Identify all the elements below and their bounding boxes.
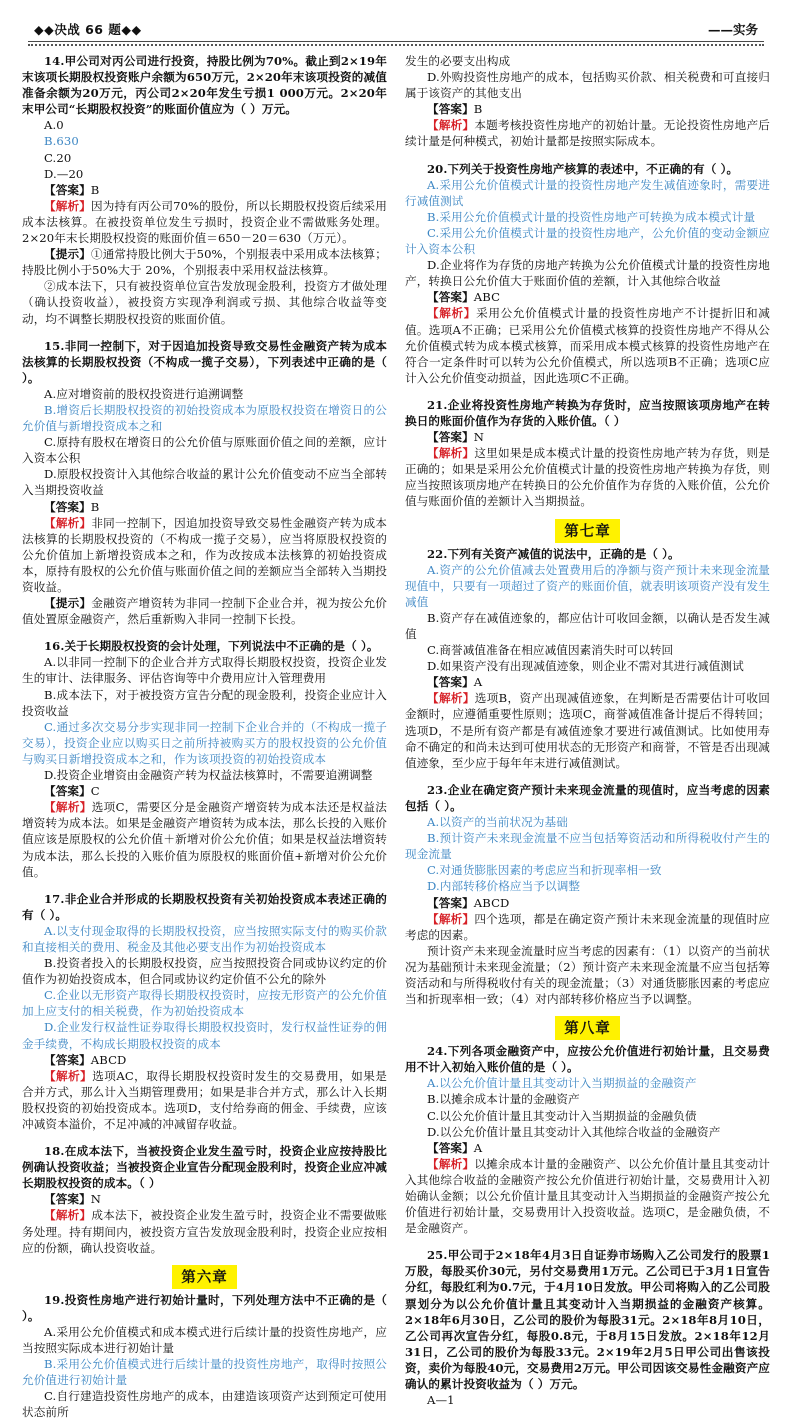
analysis-text: 选项B，资产出现减值迹象，在判断是否需要估计可收回金额时，应遵循重要性原则；选项C，商誉减值准备计提后不得转回；选项D，不是所有资产都是有减值迹象才要进行减值测试。比如使用寿命不确定的和尚未达到可使用状态的无形资产和商誉，不管是否出现减值迹象，至少应于每年年末进行减值测试。: [405, 691, 770, 770]
answer-label: 【答案】: [427, 895, 474, 910]
answer-value: B: [473, 102, 483, 117]
chapter-7-label: 第七章: [555, 519, 620, 543]
question-20-option-d: D.企业将作为存货的房地产转换为公允价值模式计量的投资性房地产，转换日公允价值大于账面价值的差额，计入其他综合收益: [405, 258, 770, 289]
question-14-option-c: C.20: [44, 150, 72, 165]
question-23-analysis: [405, 911, 770, 943]
analysis-label: 【解析】: [44, 198, 91, 213]
ornament-right-icon: ◆◆: [121, 22, 142, 37]
chapter-8-label: 第八章: [555, 1016, 620, 1040]
analysis-label: 【解析】: [44, 515, 92, 530]
analysis-text: 选项AC，取得长期股权投资时发生的交易费用，如果是合并方式，那么计入当期管理费用；如果是非合并方式，那么计入长期股权投资的初始投资成本。选项D，支付给券商的佣金、手续费，应该冲减资本溢价，不足冲减的冲减留存收益。: [22, 1068, 387, 1131]
answer-label: 【答案】: [44, 499, 91, 514]
question-19-option-c-continued: 发生的必要支出构成: [405, 54, 511, 68]
answer-value: C: [90, 784, 100, 799]
question-16-answer: [22, 783, 387, 799]
chapter-heading-7: [405, 519, 770, 543]
question-17-analysis: [22, 1068, 387, 1132]
analysis-text: 成本法下，被投资企业发生盈亏时，投资企业不需要做账务处理。持有期间内，被投资方宣告发放现金股利时，投资企业应按相应的份额，确认投资收益。: [22, 1208, 387, 1255]
question-14-analysis: [22, 198, 387, 246]
question-14-tip-1: [22, 246, 387, 278]
question-19-stem: 19.投资性房地产进行初始计量时，下列处理方法中不正确的是（ ）。: [22, 1292, 387, 1323]
chapter-heading-8: [405, 1016, 770, 1040]
question-15-option-a: A.应对增资前的股权投资进行追溯调整: [44, 386, 244, 401]
question-20-answer: [405, 289, 770, 305]
question-14-answer: [22, 182, 387, 198]
question-17-option-d: D.企业发行权益性证券取得长期股权投资时，发行权益性证券的佣金手续费，不构成长期股权投资的成本: [22, 1020, 387, 1051]
question-21-stem: 21.企业将投资性房地产转换为存货时，应当按照该项房地产在转换日的账面价值作为存货的入账价值。（ ）: [405, 397, 770, 428]
question-19-option-b: B.采用公允价值模式进行后续计量的投资性房地产，取得时按照公允价值进行初始计量: [22, 1357, 387, 1388]
answer-value: N: [473, 430, 485, 445]
question-19-option-d: D.外购投资性房地产的成本，包括购买价款、相关税费和可直接归属于该资产的其他支出: [405, 70, 770, 101]
question-24-stem: 24.下列各项金融资产中，应按公允价值进行初始计量，且交易费用不计入初始入账价值的是（ ）。: [405, 1044, 770, 1075]
question-16-option-a: A.以非同一控制下的企业合并方式取得长期股权投资，投资企业发生的审计、法律服务、评估咨询等中介费用应计入管理费用: [22, 655, 387, 686]
question-19-option-c: C.自行建造投资性房地产的成本，由建造该项资产达到预定可使用状态前所: [22, 1389, 387, 1420]
spacer: [405, 150, 770, 161]
question-22-analysis: [405, 690, 770, 770]
question-16-stem: 16.关于长期股权投资的会计处理，下列说法中不正确的是（ ）。: [44, 639, 379, 654]
question-16-analysis: [22, 799, 387, 879]
answer-label: 【答案】: [427, 102, 474, 117]
header-rule-dotted: [28, 44, 764, 46]
question-20-stem: 20.下列关于投资性房地产核算的表述中，不正确的有（ ）。: [427, 161, 739, 176]
question-25-stem: 25.甲公司于2×18年4月3日自证券市场购入乙公司发行的股票1万股，每股买价30元，另付交易费用1万元。乙公司已于3月1日宣告分红，每股红利为0.7元，于4月10日发放。甲公司将购入的乙公司股票划分为以公允价值计量且其变动计入当期损益的金融资产核算。2×18年6月30日，乙公司的股价为每股31元。2×18年8月10日，乙公司再次宣告分红，每股0.8元，于8月15日发放。2×18年12月31日，乙公司的股价为每股33元。2×19年2月5日甲公司出售该投资，卖价为每股40元，交易费用2万元。甲公司因该交易性金融资产应确认的累计投资收益为（ ）万元。: [405, 1248, 770, 1392]
analysis-label: 【解析】: [44, 1068, 93, 1083]
answer-value: B: [90, 182, 100, 197]
question-23-option-a: A.以资产的当前状况为基础: [427, 815, 568, 830]
question-19-option-a: A.采用公允价值模式和成本模式进行后续计量的投资性房地产，应当按照实际成本进行初始计量: [22, 1324, 387, 1356]
question-22-stem: 22.下列有关资产减值的说法中，正确的是（ ）。: [427, 546, 680, 561]
tip-label: 【提示】: [44, 596, 92, 611]
spacer: [405, 771, 770, 782]
column-left: [22, 53, 389, 1420]
question-21-analysis: [405, 445, 770, 509]
answer-value: ABCD: [90, 1052, 127, 1067]
header-rule-solid: [28, 41, 764, 42]
analysis-text: 本题考核投资性房地产的初始计量。无论投资性房地产后续计量是何种模式，初始计量都是按照实际成本。: [405, 118, 770, 149]
question-18-stem: 18.在成本法下，当被投资企业发生盈亏时，投资企业应按持股比例确认投资收益；当被投资企业宣告分配现金股利时，投资企业应冲减长期股权投资的成本。（ ）: [22, 1144, 387, 1191]
question-20-option-b: B.采用公允价值模式计量的投资性房地产可转换为成本模式计量: [427, 209, 756, 224]
question-23-option-b: B.预计资产未来现金流量不应当包括筹资活动和所得税收付产生的现金流量: [405, 831, 770, 862]
answer-value: ABC: [473, 290, 501, 305]
running-head-right: ——实务: [707, 22, 758, 37]
analysis-label: 【解析】: [44, 1208, 92, 1223]
answer-value: B: [90, 499, 100, 514]
question-22-answer: [405, 674, 770, 690]
spacer: [405, 1236, 770, 1247]
question-14-tip-2: ②成本法下，只有被投资单位宣告发放现金股利，投资方才做处理（确认投资收益），被投资方实现净利润或亏损、其他综合收益等变动，均不调整长期股权投资的账面价值。: [22, 279, 387, 326]
question-17-stem: 17.非企业合并形成的长期股权投资有关初始投资成本表述正确的有（ ）。: [22, 891, 387, 922]
answer-label: 【答案】: [44, 182, 91, 197]
question-17-option-c: C.企业以无形资产取得长期股权投资时，应按无形资产的公允价值加上应支付的相关税费，作为初始投资成本: [22, 988, 387, 1019]
analysis-label: 【解析】: [427, 1156, 475, 1171]
analysis-label: 【解析】: [427, 691, 475, 706]
question-20-option-a: A.采用公允价值模式计量的投资性房地产发生减值迹象时，需要进行减值测试: [405, 177, 770, 208]
question-22-option-a: A.资产的公允价值减去处置费用后的净额与资产预计未来现金流量现值中，只要有一项超过了资产的账面价值，就表明该项资产没有发生减值: [405, 562, 770, 609]
question-15-option-d: D.原股权投资计入其他综合收益的累计公允价值变动不应当全部转入当期投资收益: [22, 467, 387, 498]
question-15-answer: [22, 499, 387, 515]
analysis-text: 以摊余成本计量的金融资产、以公允价值计量且其变动计入其他综合收益的金融资产按公允价值进行初始计量，交易费用计入初始确认金额；以公允价值计量且其变动计入当期损益的金融资产按公允价值进行初始计量，交易费用计入投资收益。选项C，是金融负债，不是金融资产。: [405, 1156, 770, 1236]
question-24-option-d: D.以公允价值计量且其变动计入其他综合收益的金融资产: [427, 1124, 721, 1139]
answer-label: 【答案】: [427, 430, 474, 445]
question-24-option-c: C.以公允价值计量且其变动计入当期损益的金融负债: [427, 1108, 697, 1123]
analysis-text: 四个选项，都是在确定资产预计未来现金流量的现值时应考虑的因素。: [405, 911, 770, 942]
question-15-analysis: [22, 515, 387, 595]
question-22-option-d: D.如果资产没有出现减值迹象，则企业不需对其进行减值测试: [427, 659, 744, 674]
question-22-option-c: C.商誉减值准备在相应减值因素消失时可以转回: [427, 643, 674, 658]
answer-value: A: [473, 675, 483, 690]
question-23-stem: 23.企业在确定资产预计未来现金流量的现值时，应当考虑的因素包括（ ）。: [405, 782, 770, 813]
analysis-label: 【解析】: [44, 800, 92, 815]
book-title: 决战 66 题: [54, 22, 122, 37]
question-24-option-b: B.以摊余成本计量的金融资产: [427, 1092, 580, 1107]
question-14-stem: 14.甲公司对丙公司进行投资，持股比例为70%。截止到2×19年末该项长期股权投资账户余额为650万元，2×20年末该项投资的减值准备余额为20万元，丙公司2×20年发生亏损1 000万元。2×20年末甲公司“长期股权投资”的账面价值应为（ ）万元。: [22, 54, 387, 117]
question-23-option-d: D.内部转移价格应当予以调整: [427, 879, 581, 894]
column-right: [403, 53, 771, 1408]
question-24-analysis: [405, 1156, 770, 1236]
question-15-option-b: B.增资后长期股权投资的初始投资成本为原股权投资在增资日的公允价值与新增投资成本之和: [22, 402, 387, 434]
question-17-answer: [22, 1052, 387, 1068]
analysis-text: 因为持有丙公司70%的股份，所以长期股权投资后续采用成本法核算。在被投资单位发生亏损时，投资企业不需做账务处理。2×20年末长期股权投资的账面价值＝650－20＝630（万元）。: [22, 198, 387, 246]
question-22-option-b: B.资产存在减值迹象的，都应估计可收回金额，以确认是否发生减值: [405, 610, 770, 641]
question-24-option-a: A.以公允价值计量且其变动计入当期损益的金融资产: [427, 1076, 697, 1091]
answer-label: 【答案】: [44, 784, 91, 799]
analysis-label: 【解析】: [427, 118, 475, 133]
question-17-option-a: A.以支付现金取得的长期股权投资，应当按照实际支付的购买价款和直接相关的费用、税金及其他必要支出作为初始投资成本: [22, 923, 387, 954]
question-14-option-a: A.0: [44, 118, 64, 133]
question-20-option-c: C.采用公允价值模式计量的投资性房地产，公允价值的变动金额应计入资本公积: [405, 225, 770, 257]
question-16-option-d: D.投资企业增资由金融资产转为权益法核算时，不需要追溯调整: [44, 768, 373, 783]
question-21-answer: [405, 429, 770, 445]
question-16-option-c: C.通过多次交易分步实现非同一控制下企业合并的（不构成一揽子交易），投资企业应以购买日之前所持被购买方的股权投资的公允价值与购买日新增投资成本之和，作为该项投资的初始投资成本: [22, 719, 387, 766]
question-19-analysis: [405, 117, 770, 149]
spacer: [405, 386, 770, 397]
question-18-answer: [22, 1191, 387, 1207]
tip-text: ①通常持股比例大于50%，个别报表中采用成本法核算；持股比例小于50%大于 20%，个别报表中采用权益法核算。: [22, 247, 387, 278]
analysis-text: 非同一控制下，因追加投资导致交易性金融资产转为成本法核算的长期股权投资的（不构成一揽子交易），应当将原股权投资的公允价值加上新增投资成本之和，作为改按成本法核算的初始投资成本，原持有股权的公允价值与账面价值之间的差额应当全部转入当期投资收益。: [22, 515, 387, 594]
answer-label: 【答案】: [427, 290, 474, 305]
running-head: [22, 14, 770, 39]
chapter-heading-6: [22, 1265, 387, 1289]
spacer: [22, 1132, 387, 1143]
spacer: [22, 327, 387, 338]
question-23-analysis-2: 预计资产未来现金流量时应当考虑的因素有：（1）以资产的当前状况为基础预计未来现金流量；（2）预计资产未来现金流量不应当包括筹资活动和与所得税收付有关的现金流量；（3）对通货膨胀因素的考虑应当和折现率相一致；（4）对内部转移价格应当予以调整。: [405, 943, 770, 1007]
question-19-answer: [405, 101, 770, 117]
page-folio: A—1: [427, 1393, 455, 1408]
tip-text: 金融资产增资转为非同一控制下企业合并，视为按公允价值处置原金融资产，然后重新购入非同一控制下长投。: [22, 596, 387, 627]
question-15-option-c: C.原持有股权在增资日的公允价值与原账面价值之间的差额，应计入资本公积: [22, 435, 387, 466]
question-23-answer: [405, 895, 770, 911]
body-columns: [22, 53, 771, 1420]
question-18-analysis: [22, 1207, 387, 1255]
question-20-analysis: [405, 305, 770, 385]
question-14-option-b: B.630: [44, 134, 79, 149]
answer-value: ABCD: [473, 895, 510, 910]
answer-label: 【答案】: [44, 1052, 91, 1067]
analysis-text: 选项C，需要区分是金融资产增资转为成本法还是权益法增资转为成本法。如果是金融资产增资转为成本法，那么长投的入账价值应该是原股权的公允价值＋新增对价公允价值；如果是权益法增资转为成本法，那么长投的入账价值为原股权的账面价值+新增对价公允价值。: [22, 800, 387, 879]
tip-label: 【提示】: [44, 247, 91, 262]
analysis-label: 【解析】: [427, 306, 477, 321]
analysis-label: 【解析】: [427, 446, 475, 461]
question-15-stem: 15.非同一控制下，对于因追加投资导致交易性金融资产转为成本法核算的长期股权投资（不构成一揽子交易），下列表述中正确的是（ ）。: [22, 338, 387, 385]
answer-label: 【答案】: [427, 1140, 474, 1155]
question-15-tip: [22, 595, 387, 627]
question-24-answer: [405, 1140, 770, 1156]
answer-label: 【答案】: [427, 675, 474, 690]
analysis-label: 【解析】: [427, 911, 475, 926]
analysis-text: 这里如果是成本模式计量的投资性房地产转为存货，则是正确的；如果是采用公允价值模式计量的投资性房地产转换为存货，则应当按照该项房地产在转换日的公允价值作为存货的入账价值，公允价值与账面价值的差额计入当期损益。: [405, 446, 770, 509]
question-14-option-d: D.—20: [44, 166, 84, 181]
running-head-left: [34, 20, 142, 38]
spacer: [22, 880, 387, 891]
answer-label: 【答案】: [44, 1192, 91, 1207]
question-17-option-b: B.投资者投入的长期股权投资，应当按照投资合同或协议约定的价值作为初始投资成本，但合同或协议约定价值不公允的除外: [22, 956, 387, 987]
question-23-option-c: C.对通货膨胀因素的考虑应当和折现率相一致: [427, 863, 662, 878]
chapter-6-label: 第六章: [172, 1265, 237, 1289]
ornament-left-icon: ◆◆: [34, 22, 55, 37]
answer-value: N: [90, 1192, 102, 1207]
question-16-option-b: B.成本法下，对于被投资方宣告分配的现金股利，投资企业应计入投资收益: [22, 687, 387, 718]
answer-value: A: [473, 1140, 483, 1155]
spacer: [22, 627, 387, 638]
analysis-text: 采用公允价值模式计量的投资性房地产不计提折旧和减值。选项A不正确；已采用公允价值模式核算的投资性房地产不得从公允价值模式转为成本模式核算，而采用成本模式核算的投资性房地产在符合一定条件时可以转为公允价值模式，所以选项B不正确；选项C应计入公允价值变动损益，因此选项C不正确。: [405, 306, 771, 385]
